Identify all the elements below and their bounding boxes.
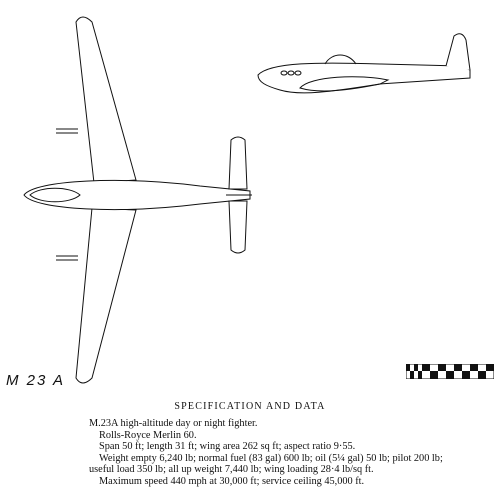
spec-line-1: M.23A high-altitude day or night fighter.: [89, 418, 258, 429]
plan-view: [24, 17, 252, 383]
spec-line-4-end: gal) 50 lb; pilot 200 lb;: [344, 452, 443, 464]
oil-fraction: ¼: [337, 452, 345, 464]
side-view: [258, 34, 470, 93]
spec-line-5: useful load 350 lb; all up weight 7,440 lb; wing loading 28·4 lb/sq ft.: [89, 464, 374, 476]
spec-line-4: [89, 453, 494, 465]
side-fuselage: [258, 63, 470, 93]
spec-line-6: Maximum speed 440 mph at 30,000 ft; service ceiling 45,000 ft.: [99, 475, 365, 487]
scale-bar: [406, 364, 494, 379]
upper-wing: [76, 17, 136, 183]
spec-block: [89, 418, 494, 488]
side-fin: [446, 34, 470, 70]
spec-line-3: Span 50 ft; length 31 ft; wing area 262 sq ft; aspect ratio 9·55.: [99, 441, 356, 453]
spec-heading: SPECIFICATION AND DATA: [174, 401, 326, 412]
lower-wing: [76, 208, 136, 383]
spec-line-4-start: Weight empty 6,240 lb; normal fuel (83 gal) 600 lb; oil (5: [99, 452, 338, 464]
fuselage: [24, 180, 250, 209]
spec-line-2: Rolls-Royce Merlin 60.: [99, 429, 197, 441]
model-label: M 23 A: [6, 372, 65, 389]
